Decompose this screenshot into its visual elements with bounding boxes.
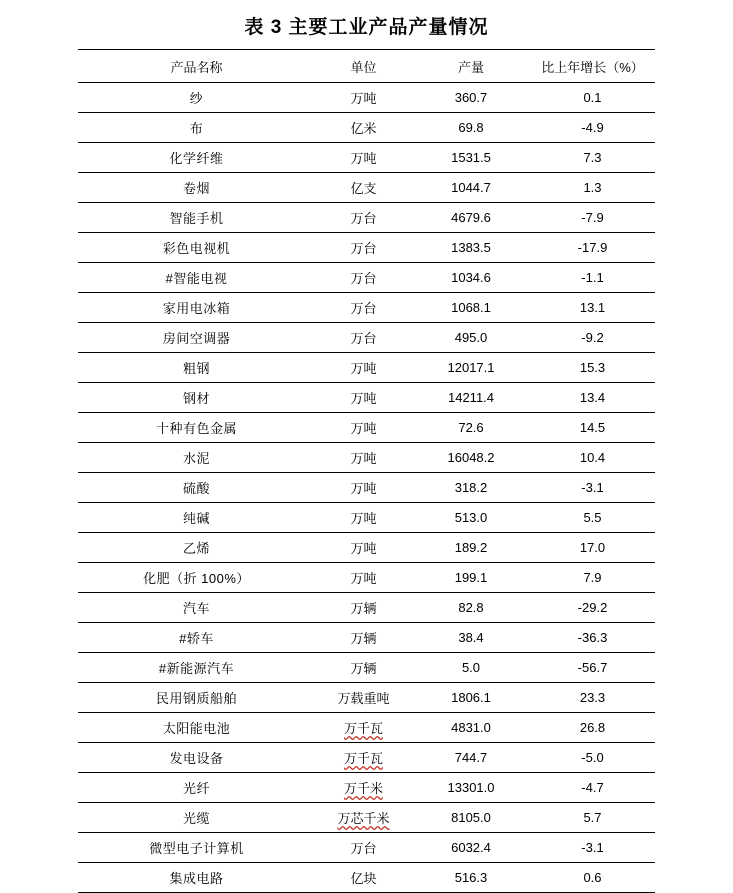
cell-unit (315, 353, 412, 383)
cell-output-value: 1044.7 (412, 173, 530, 203)
cell-output-value: 12017.1 (412, 353, 530, 383)
table-row (78, 443, 655, 473)
cell-output-value: 72.6 (412, 413, 530, 443)
table-container (0, 49, 733, 893)
cell-product-name: 彩色电视机 (78, 233, 315, 263)
cell-output-value: 1068.1 (412, 293, 530, 323)
cell-output-value: 189.2 (412, 533, 530, 563)
cell-output-value: 13301.0 (412, 773, 530, 803)
cell-output-value: 1531.5 (412, 143, 530, 173)
table-row (78, 353, 655, 383)
cell-unit (315, 233, 412, 263)
table-row (78, 173, 655, 203)
unit-text: 万吨 (350, 391, 377, 406)
table-header (78, 50, 655, 83)
cell-unit (315, 503, 412, 533)
table-row (78, 533, 655, 563)
cell-unit (315, 323, 412, 353)
cell-growth-value: 1.3 (530, 173, 655, 203)
table-body (78, 83, 655, 893)
cell-unit (315, 473, 412, 503)
cell-product-name: 粗钢 (78, 353, 315, 383)
cell-product-name: 化肥（折 100%） (78, 563, 315, 593)
cell-output-value: 14211.4 (412, 383, 530, 413)
unit-text: 万台 (350, 211, 377, 226)
cell-product-name: 钢材 (78, 383, 315, 413)
cell-unit (315, 563, 412, 593)
column-header-product-name: 产品名称 (78, 50, 315, 83)
cell-growth-value: 14.5 (530, 413, 655, 443)
cell-product-name: 智能手机 (78, 203, 315, 233)
cell-product-name: 水泥 (78, 443, 315, 473)
table-row (78, 683, 655, 713)
cell-unit (315, 773, 412, 803)
cell-output-value: 4679.6 (412, 203, 530, 233)
unit-text: 万吨 (350, 361, 377, 376)
table-row (78, 833, 655, 863)
cell-output-value: 1806.1 (412, 683, 530, 713)
table-row (78, 83, 655, 113)
table-row (78, 743, 655, 773)
table-row (78, 803, 655, 833)
cell-product-name: #轿车 (78, 623, 315, 653)
cell-unit (315, 833, 412, 863)
table-row (78, 653, 655, 683)
cell-growth-value: 7.3 (530, 143, 655, 173)
cell-product-name: 卷烟 (78, 173, 315, 203)
cell-growth-value: 26.8 (530, 713, 655, 743)
unit-text: 万千米 (343, 781, 383, 796)
cell-unit (315, 293, 412, 323)
cell-growth-value: 5.7 (530, 803, 655, 833)
cell-growth-value: -36.3 (530, 623, 655, 653)
cell-growth-value: 5.5 (530, 503, 655, 533)
table-row (78, 623, 655, 653)
industrial-output-table (78, 49, 655, 893)
unit-text: 万千瓦 (343, 751, 383, 766)
cell-output-value: 69.8 (412, 113, 530, 143)
cell-output-value: 1034.6 (412, 263, 530, 293)
cell-unit (315, 113, 412, 143)
unit-text: 万辆 (350, 631, 377, 646)
cell-unit (315, 83, 412, 113)
column-header-output: 产量 (412, 50, 530, 83)
unit-text: 万台 (350, 841, 377, 856)
cell-output-value: 1383.5 (412, 233, 530, 263)
cell-unit (315, 203, 412, 233)
cell-output-value: 318.2 (412, 473, 530, 503)
cell-growth-value: -5.0 (530, 743, 655, 773)
cell-unit (315, 443, 412, 473)
cell-product-name: 硫酸 (78, 473, 315, 503)
cell-unit (315, 383, 412, 413)
cell-unit (315, 863, 412, 893)
cell-growth-value: -4.9 (530, 113, 655, 143)
cell-product-name: 乙烯 (78, 533, 315, 563)
cell-growth-value: 17.0 (530, 533, 655, 563)
cell-output-value: 38.4 (412, 623, 530, 653)
cell-unit (315, 593, 412, 623)
unit-text: 万吨 (350, 541, 377, 556)
cell-growth-value: -3.1 (530, 473, 655, 503)
cell-unit (315, 653, 412, 683)
cell-growth-value: -56.7 (530, 653, 655, 683)
cell-product-name: 家用电冰箱 (78, 293, 315, 323)
unit-text: 万台 (350, 241, 377, 256)
cell-growth-value: 13.1 (530, 293, 655, 323)
unit-text: 万台 (350, 271, 377, 286)
table-row (78, 563, 655, 593)
table-row (78, 593, 655, 623)
cell-product-name: 微型电子计算机 (78, 833, 315, 863)
cell-unit (315, 623, 412, 653)
cell-output-value: 82.8 (412, 593, 530, 623)
cell-output-value: 6032.4 (412, 833, 530, 863)
cell-output-value: 516.3 (412, 863, 530, 893)
cell-product-name: 发电设备 (78, 743, 315, 773)
cell-unit (315, 533, 412, 563)
table-row (78, 503, 655, 533)
cell-growth-value: 0.6 (530, 863, 655, 893)
table-row (78, 413, 655, 443)
unit-text: 万吨 (350, 151, 377, 166)
unit-text: 亿块 (350, 871, 377, 886)
unit-text: 万吨 (350, 91, 377, 106)
cell-unit (315, 263, 412, 293)
cell-growth-value: -7.9 (530, 203, 655, 233)
cell-output-value: 744.7 (412, 743, 530, 773)
table-row (78, 713, 655, 743)
cell-growth-value: -3.1 (530, 833, 655, 863)
cell-product-name: 民用钢质船舶 (78, 683, 315, 713)
cell-output-value: 5.0 (412, 653, 530, 683)
cell-output-value: 4831.0 (412, 713, 530, 743)
cell-product-name: 光纤 (78, 773, 315, 803)
table-row (78, 143, 655, 173)
unit-text: 万台 (350, 331, 377, 346)
cell-growth-value: 13.4 (530, 383, 655, 413)
cell-output-value: 513.0 (412, 503, 530, 533)
document-page (0, 12, 733, 886)
unit-text: 万千瓦 (343, 721, 383, 736)
cell-unit (315, 143, 412, 173)
cell-output-value: 360.7 (412, 83, 530, 113)
table-row (78, 383, 655, 413)
cell-product-name: 纱 (78, 83, 315, 113)
unit-text: 万吨 (350, 451, 377, 466)
unit-text: 万芯千米 (337, 811, 390, 826)
cell-product-name: 汽车 (78, 593, 315, 623)
table-row (78, 263, 655, 293)
cell-growth-value: 15.3 (530, 353, 655, 383)
cell-growth-value: 0.1 (530, 83, 655, 113)
cell-product-name: 布 (78, 113, 315, 143)
cell-product-name: 太阳能电池 (78, 713, 315, 743)
cell-product-name: 十种有色金属 (78, 413, 315, 443)
cell-growth-value: 10.4 (530, 443, 655, 473)
cell-product-name: 纯碱 (78, 503, 315, 533)
cell-product-name: 化学纤维 (78, 143, 315, 173)
cell-unit (315, 803, 412, 833)
cell-output-value: 16048.2 (412, 443, 530, 473)
table-header-row (78, 50, 655, 83)
unit-text: 万台 (350, 301, 377, 316)
table-row (78, 473, 655, 503)
column-header-unit: 单位 (315, 50, 412, 83)
cell-product-name: #新能源汽车 (78, 653, 315, 683)
cell-output-value: 8105.0 (412, 803, 530, 833)
unit-text: 亿米 (350, 121, 377, 136)
unit-text: 万吨 (350, 571, 377, 586)
table-row (78, 233, 655, 263)
cell-growth-value: 7.9 (530, 563, 655, 593)
table-row (78, 863, 655, 893)
unit-text: 万载重吨 (337, 691, 390, 706)
table-row (78, 293, 655, 323)
unit-text: 万吨 (350, 481, 377, 496)
unit-text: 亿支 (350, 181, 377, 196)
column-header-growth: 比上年增长（%） (530, 50, 655, 83)
cell-product-name: #智能电视 (78, 263, 315, 293)
cell-output-value: 495.0 (412, 323, 530, 353)
cell-unit (315, 173, 412, 203)
unit-text: 万辆 (350, 601, 377, 616)
cell-growth-value: -1.1 (530, 263, 655, 293)
cell-unit (315, 683, 412, 713)
cell-growth-value: -4.7 (530, 773, 655, 803)
cell-unit (315, 413, 412, 443)
cell-output-value: 199.1 (412, 563, 530, 593)
cell-growth-value: -29.2 (530, 593, 655, 623)
table-row (78, 773, 655, 803)
cell-growth-value: -9.2 (530, 323, 655, 353)
cell-unit (315, 713, 412, 743)
cell-growth-value: -17.9 (530, 233, 655, 263)
unit-text: 万辆 (350, 661, 377, 676)
table-row (78, 113, 655, 143)
page-title: 表 3 主要工业产品产量情况 (244, 17, 489, 38)
cell-product-name: 集成电路 (78, 863, 315, 893)
cell-product-name: 房间空调器 (78, 323, 315, 353)
cell-product-name: 光缆 (78, 803, 315, 833)
cell-growth-value: 23.3 (530, 683, 655, 713)
cell-unit (315, 743, 412, 773)
table-row (78, 203, 655, 233)
table-row (78, 323, 655, 353)
unit-text: 万吨 (350, 421, 377, 436)
unit-text: 万吨 (350, 511, 377, 526)
